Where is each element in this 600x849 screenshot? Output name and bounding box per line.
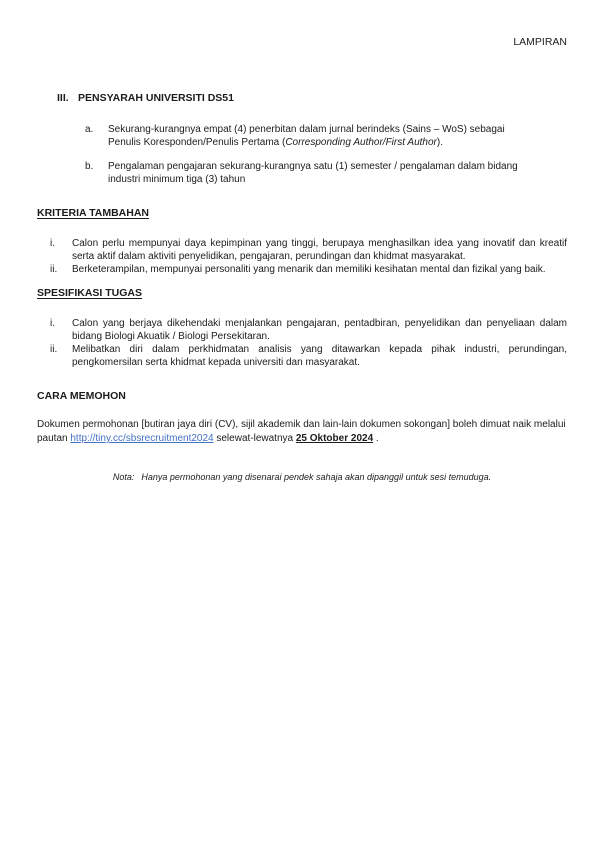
list-item bbox=[85, 160, 540, 186]
list-marker: ii. bbox=[50, 264, 58, 275]
section-heading-spesifikasi-tugas: SPESIFIKASI TUGAS bbox=[37, 287, 143, 299]
list-marker: i. bbox=[50, 238, 55, 249]
section-heading-kriteria-tambahan: KRITERIA TAMBAHAN bbox=[37, 207, 149, 219]
apply-text-after-link: selewat-lewatnya bbox=[213, 433, 296, 444]
list-item bbox=[50, 263, 567, 276]
kriteria-list bbox=[50, 237, 567, 276]
position-title: PENSYARAH UNIVERSITI DS51 bbox=[78, 92, 234, 104]
application-deadline: 25 Oktober 2024 bbox=[295, 433, 374, 444]
list-item bbox=[50, 343, 567, 369]
text-suffix: ). bbox=[436, 137, 443, 148]
section-heading-cara-memohon: CARA MEMOHON bbox=[37, 390, 126, 402]
position-requirements-list bbox=[85, 123, 567, 186]
list-marker: ii. bbox=[50, 344, 58, 355]
list-item-text: Calon yang berjaya dikehendaki menjalankan pengajaran, pentadbiran, penyelidikan dan penyeliaan dalam bidang Biologi Akuatik / Biologi Persekitaran. bbox=[72, 318, 567, 342]
application-paragraph bbox=[37, 418, 567, 446]
text-italic: Corresponding Author/First Author bbox=[285, 137, 437, 148]
list-item-text bbox=[108, 160, 540, 186]
text-plain: Pengalaman pengajaran sekurang-kurangnya satu (1) semester / pengalaman dalam bidang industri minimum tiga (3) tahun bbox=[108, 161, 518, 185]
list-item-text: Melibatkan diri dalam perkhidmatan analisis yang ditawarkan kepada pihak industri, perundingan, pengkomersilan serta khidmat kepada universiti dan masyarakat. bbox=[72, 344, 567, 368]
position-heading bbox=[57, 92, 567, 105]
application-link[interactable]: http://tiny.cc/sbsrecruitment2024 bbox=[70, 433, 214, 444]
apply-text-before-link: Dokumen permohonan [butiran jaya diri (CV), sijil akademik dan lain-lain dokumen sokongan] boleh dimuat naik melalui pautan bbox=[37, 419, 566, 444]
list-item-text bbox=[108, 123, 540, 149]
list-item-text: Calon perlu mempunyai daya kepimpinan yang tinggi, berupaya menghasilkan idea yang inovatif dan kreatif serta aktif dalam aktiviti penyelidikan, pengajaran, perundingan dan khidmat masyarakat. bbox=[72, 238, 567, 262]
position-numeral: III. bbox=[57, 92, 69, 104]
nota-line bbox=[37, 472, 567, 483]
apply-text-end: . bbox=[373, 433, 379, 444]
corner-label: LAMPIRAN bbox=[513, 36, 567, 48]
list-item-text: Berketerampilan, mempunyai personaliti yang menarik dan memiliki kesihatan mental dan fizikal yang baik. bbox=[72, 264, 546, 275]
list-marker: a. bbox=[85, 124, 94, 135]
list-marker: i. bbox=[50, 318, 55, 329]
text-plain: Sekurang-kurangnya empat (4) penerbitan dalam jurnal berindeks (Sains – WoS) sebagai Penulis Koresponden/Penulis Pertama ( bbox=[108, 124, 505, 148]
list-item bbox=[50, 237, 567, 263]
nota-text: Hanya permohonan yang disenarai pendek sahaja akan dipanggil untuk sesi temuduga. bbox=[141, 472, 492, 482]
list-item bbox=[50, 317, 567, 343]
list-marker: b. bbox=[85, 161, 94, 172]
spesifikasi-list bbox=[50, 317, 567, 369]
nota-label: Nota: bbox=[112, 472, 135, 482]
list-item bbox=[85, 123, 540, 149]
